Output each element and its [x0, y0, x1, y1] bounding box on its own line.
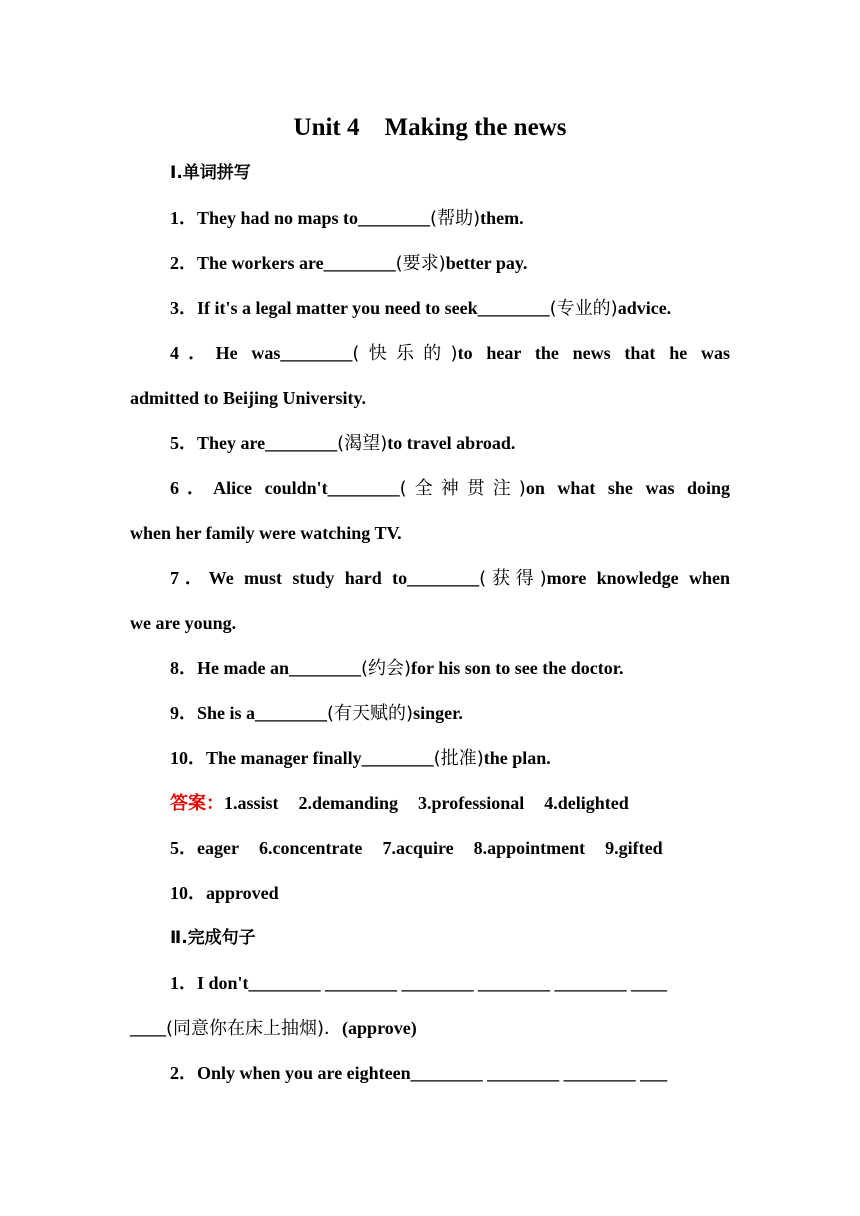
chinese-hint: (有天赋的)	[327, 703, 414, 724]
answer-item: 9.gifted	[605, 838, 663, 858]
question-text: for his son to see the doctor.	[411, 658, 624, 678]
question-text: singer.	[413, 703, 463, 723]
question-text: 7．We must study hard to	[170, 568, 408, 588]
answer-item: 4.delighted	[544, 793, 629, 813]
question-text: 2．Only when you are eighteen	[170, 1063, 411, 1083]
question-text: more knowledge when	[546, 568, 731, 588]
question-text: on what she was doing	[525, 478, 731, 498]
question-9	[170, 698, 730, 729]
chinese-hint: (渴望)	[337, 433, 388, 454]
question-text: to hear the news that he was	[457, 343, 730, 363]
question-7	[170, 563, 730, 594]
chinese-hint: (获得)	[479, 568, 547, 589]
question-text: 8．He made an	[170, 658, 289, 678]
chinese-hint: (全神贯注)	[399, 478, 526, 499]
answer-item: 2.demanding	[298, 793, 399, 813]
question-text: (approve)	[342, 1018, 417, 1038]
question-text: 10．The manager finally	[170, 748, 362, 768]
sentence-2	[170, 1058, 730, 1088]
question-text: 1．They had no maps to	[170, 208, 359, 228]
question-1	[170, 203, 730, 234]
question-7-continuation: we are young.	[130, 613, 237, 633]
answer-blank: ________	[255, 703, 328, 723]
answer-blank: ________	[358, 208, 431, 228]
answer-item: 8.appointment	[473, 838, 586, 858]
answers-line-1	[170, 788, 730, 819]
answers-line-3: 10．approved	[170, 883, 279, 903]
question-text: 9．She is a	[170, 703, 256, 723]
chinese-hint: (专业的)	[549, 298, 618, 319]
answer-item: 5．eager	[170, 838, 239, 858]
question-6	[170, 473, 730, 504]
question-text: 5．They are	[170, 433, 266, 453]
answer-blank: ________	[280, 343, 353, 363]
question-text: the plan.	[483, 748, 551, 768]
answer-item: 7.acquire	[382, 838, 454, 858]
answer-item: 6.concentrate	[258, 838, 363, 858]
question-5	[170, 428, 730, 459]
answer-blank: ________	[477, 298, 550, 318]
question-text: 1．I don't	[170, 973, 249, 993]
answer-blank: ________	[265, 433, 338, 453]
section-heading-spelling: Ⅰ.单词拼写	[170, 163, 251, 183]
answer-blank: ____	[130, 1018, 166, 1038]
question-text: to travel abroad.	[387, 433, 516, 453]
chinese-hint: (批准)	[433, 748, 484, 769]
answer-blank: ________	[407, 568, 480, 588]
answer-item: 1.assist	[224, 793, 279, 813]
answer-blanks: ________ ________ ________ ________ ________ ____	[248, 973, 668, 993]
question-text: 2．The workers are	[170, 253, 324, 273]
page-title: Unit 4 Making the news	[293, 114, 567, 141]
chinese-hint: (帮助)	[430, 208, 481, 229]
sentence-1	[170, 968, 730, 998]
question-text: 3．If it's a legal matter you need to seek	[170, 298, 478, 318]
answer-label: 答案：	[170, 793, 224, 814]
question-text: advice.	[617, 298, 672, 318]
answer-blank: ________	[323, 253, 396, 273]
chinese-hint: (快乐的)	[352, 343, 458, 364]
question-10	[170, 743, 730, 774]
question-text: 6．Alice couldn't	[170, 478, 328, 498]
chinese-hint: (同意你在床上抽烟)．	[166, 1018, 343, 1039]
answer-blank: ________	[361, 748, 434, 768]
answer-item: 3.professional	[418, 793, 525, 813]
question-6-continuation: when her family were watching TV.	[130, 523, 402, 543]
answers-line-2	[170, 833, 730, 863]
question-3	[170, 293, 730, 324]
answer-blank: ________	[289, 658, 361, 678]
answer-blank: ________	[327, 478, 400, 498]
section-heading-sentences: Ⅱ.完成句子	[170, 928, 256, 948]
sentence-1-continuation	[130, 1013, 730, 1044]
question-text: better pay.	[445, 253, 528, 273]
question-2	[170, 248, 730, 279]
question-8	[170, 653, 730, 684]
chinese-hint: (约会)	[361, 658, 412, 679]
question-text: 4．He was	[170, 343, 281, 363]
question-4	[170, 338, 730, 369]
question-text: them.	[480, 208, 524, 228]
answer-blanks: ________ ________ ________ ___	[410, 1063, 668, 1083]
question-4-continuation: admitted to Beijing University.	[130, 388, 366, 408]
chinese-hint: (要求)	[395, 253, 446, 274]
